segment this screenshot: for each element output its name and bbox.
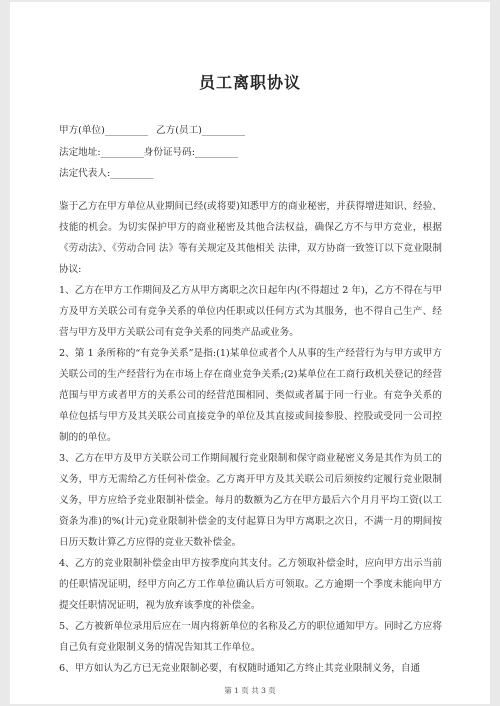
field-id-number: 身份证号码:_________ bbox=[143, 146, 239, 158]
field-party-b: 乙方(员工)_________ bbox=[156, 125, 246, 136]
field-line-representative bbox=[59, 163, 459, 185]
paragraph-clause-5: 5、乙方被新单位录用后应在一周内将新单位的名称及乙方的职位通知甲方。同时乙方应将自己负有竞业限制义务的情况告知其工作单位。 bbox=[59, 621, 442, 653]
paragraph-clause-1: 1、乙方在甲方工作期间及乙方从甲方离职之次日起年内(不得超过 2 年)，乙方不得在与甲方及甲方关联公司有竞争关系的单位内任职或以任何方式为其服务，也不得自己生产、经营与甲方及甲方关联公司有竞争关系的同类产品或业务。 bbox=[59, 285, 442, 338]
paragraph-clause-6: 6、甲方如认为乙方已无竞业限制必要，有权随时通知乙方终止其竞业限制义务，自通 bbox=[59, 663, 421, 674]
page-number-footer: 第 1 页 共 3 页 bbox=[224, 686, 276, 695]
field-legal-representative: 法定代表人:_________ bbox=[59, 168, 154, 179]
paragraph-clause-3: 3、乙方在甲方及甲方关联公司工作期间履行竞业限制和保守商业秘密义务是其作为员工的义务，甲方无需给乙方任何补偿金。乙方离开甲方及其关联公司后须按约定履行竞业限制义务，甲方应给予竞业限制补偿金。每月的数额为乙方在甲方最后六个月月平均工资(以工资条为准)的%(计元)竞业限制补偿金的支付起算日为甲方离职之次日，不满一月的期间按日历天数计算乙方应得的竞业天数补偿金。 bbox=[59, 453, 442, 548]
agreement-body bbox=[59, 196, 442, 679]
field-line-party bbox=[59, 120, 459, 142]
field-line-address bbox=[59, 142, 459, 164]
document-title: 员工离职协议 bbox=[198, 73, 301, 92]
paragraph-clause-4: 4、乙方的竞业限制补偿金由甲方按季度向其支付。乙方领取补偿金时，应向甲方出示当前的任职情况证明，经甲方向乙方工作单位确认后方可领取。乙方逾期一个季度未能向甲方提交任职情况证明，视为放弃该季度的补偿金。 bbox=[59, 558, 442, 611]
paragraph-preamble: 鉴于乙方在甲方单位从业期间已经(或将要)知悉甲方的商业秘密，并获得增进知识、经验、技能的机会。为切实保护甲方的商业秘密及其他合法权益，确保乙方不与甲方竞业，根据《劳动法》、《劳动合同 法》等有关规定及其他相关 法律，双方协商一致签订以下竞业限制协议: bbox=[59, 201, 442, 275]
field-party-a: 甲方(单位)_________ bbox=[59, 125, 149, 136]
party-fields bbox=[59, 120, 459, 185]
document-page bbox=[10, 2, 490, 704]
paragraph-clause-2: 2、第 1 条所称的“有竞争关系”是指:(1)某单位或者个人从事的生产经营行为与甲方或甲方关联公司的生产经营行为在市场上存在商业竞争关系;(2)某单位在工商行政机关登记的经营范围与甲方或者甲方的关系公司的经营范围相同、类似或者属于同一行业。有竞争关系的单位包括与甲方及其关联公司直接竞争的单位及其直接或间接参股、控股或受同一公司控制的的单位。 bbox=[59, 348, 442, 443]
field-legal-address: 法定地址:_________ bbox=[59, 146, 144, 158]
